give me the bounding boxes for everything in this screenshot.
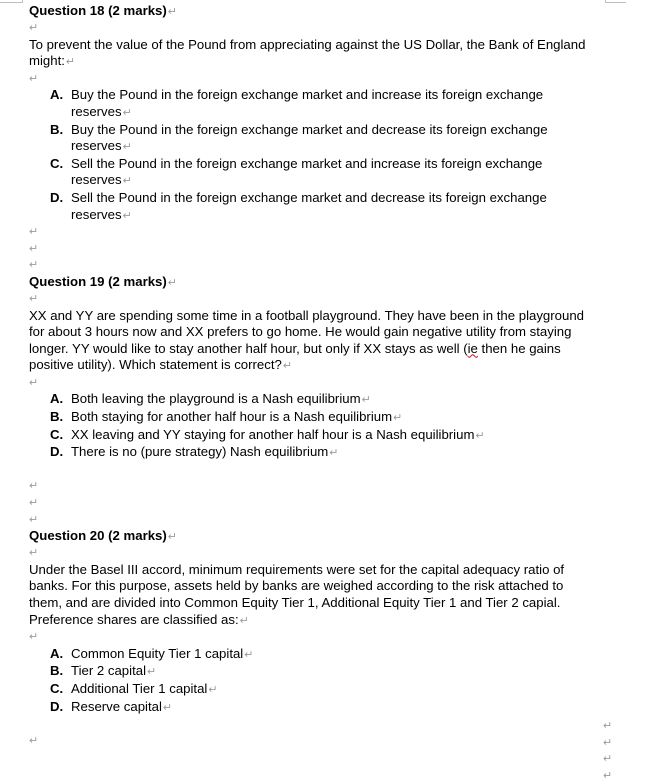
paragraph-mark-icon: ↵ — [29, 545, 594, 562]
option-text: Sell the Pound in the foreign exchange market and increase its foreign exchange reserves — [71, 156, 542, 188]
options-list — [29, 87, 594, 224]
paragraph-mark-icon: ↵ — [244, 649, 253, 661]
paragraph-mark-icon: ↵ — [29, 20, 594, 37]
option-d[interactable] — [50, 444, 594, 462]
question-title[interactable]: Question 18 (2 marks) — [29, 3, 167, 18]
options-list — [29, 646, 594, 716]
spelling-error-underline[interactable]: ie — [468, 341, 478, 356]
paragraph-mark-icon: ↵ — [603, 751, 617, 768]
option-letter: C. — [50, 681, 63, 698]
page-corner-mark-left — [0, 0, 23, 3]
option-b[interactable] — [50, 122, 594, 156]
paragraph-mark-icon: ↵ — [123, 210, 132, 222]
option-c[interactable] — [50, 156, 594, 190]
option-text: There is no (pure strategy) Nash equilibrium — [71, 444, 328, 459]
option-letter: B. — [50, 663, 63, 680]
paragraph-mark-icon: ↵ — [168, 277, 177, 289]
question-text[interactable]: Under the Basel III accord, minimum requirements were set for the capital adequacy ratio of banks. For this purpose, assets held by banks are weighed according to the risk attached to them, and are divided into Common Equity Tier 1, Additional Equity Tier 1 and Tier 2 capial. Preference shares are classified as: — [29, 562, 564, 627]
option-letter: A. — [50, 87, 63, 104]
option-letter: D. — [50, 444, 63, 461]
paragraph-mark-icon: ↵ — [603, 735, 617, 752]
paragraph-mark-icon: ↵ — [603, 718, 617, 735]
paragraph-mark-icon: ↵ — [29, 224, 594, 241]
option-text: XX leaving and YY staying for another half hour is a Nash equilibrium — [71, 427, 474, 442]
paragraph-mark-icon: ↵ — [123, 175, 132, 187]
paragraph-mark-icon: ↵ — [123, 107, 132, 119]
paragraph-mark-icon: ↵ — [208, 684, 217, 696]
paragraph-mark-icon: ↵ — [362, 394, 371, 406]
paragraph-mark-icon: ↵ — [29, 478, 594, 495]
option-letter: A. — [50, 646, 63, 663]
paragraph-mark-icon: ↵ — [147, 666, 156, 678]
question-text[interactable]: To prevent the value of the Pound from appreciating against the US Dollar, the Bank of England might: — [29, 37, 585, 69]
paragraph-mark-icon: ↵ — [29, 495, 594, 512]
paragraph-mark-icon: ↵ — [29, 629, 594, 646]
paragraph-mark-icon: ↵ — [168, 6, 177, 18]
option-d[interactable] — [50, 699, 594, 717]
question-text[interactable]: XX and YY are spending some time in a football playground. They have been in the playground for about 3 hours now and XX prefers to go home. He would gain negative utility from staying longer. YY would like to stay another half hour, but only if XX stays as well (ie then he gains positive utility). Which statement is correct?↵ — [29, 308, 594, 375]
options-list — [29, 391, 594, 461]
paragraph-mark-icon: ↵ — [603, 768, 617, 784]
paragraph-mark-icon: ↵ — [29, 71, 594, 88]
option-b[interactable] — [50, 663, 594, 681]
paragraph-mark-icon: ↵ — [29, 257, 594, 274]
paragraph-mark-icon: ↵ — [168, 531, 177, 543]
option-d[interactable] — [50, 190, 594, 224]
option-letter: D. — [50, 190, 63, 207]
option-letter: B. — [50, 122, 63, 139]
paragraph-mark-icon: ↵ — [475, 430, 484, 442]
question-title[interactable]: Question 20 (2 marks) — [29, 528, 167, 543]
document-page — [29, 3, 594, 749]
question-18 — [29, 3, 594, 274]
option-text: Buy the Pound in the foreign exchange market and decrease its foreign exchange reserves — [71, 122, 548, 154]
paragraph-mark-icon: ↵ — [29, 512, 594, 529]
paragraph-mark-icon: ↵ — [393, 412, 402, 424]
paragraph-mark-icon: ↵ — [66, 56, 75, 68]
paragraph-mark-icon: ↵ — [329, 447, 338, 459]
paragraph-mark-icon: ↵ — [283, 360, 292, 372]
option-c[interactable] — [50, 681, 594, 699]
option-letter: A. — [50, 391, 63, 408]
option-c[interactable] — [50, 427, 594, 445]
option-text: Buy the Pound in the foreign exchange market and increase its foreign exchange reserves — [71, 87, 543, 119]
option-a[interactable] — [50, 391, 594, 409]
paragraph-mark-icon: ↵ — [29, 733, 594, 750]
paragraph-mark-icon: ↵ — [29, 375, 594, 392]
option-text: Both staying for another half hour is a Nash equilibrium — [71, 409, 392, 424]
paragraph-mark-icon: ↵ — [29, 291, 594, 308]
paragraph-mark-icon: ↵ — [123, 141, 132, 153]
option-a[interactable] — [50, 646, 594, 664]
option-letter: D. — [50, 699, 63, 716]
option-b[interactable] — [50, 409, 594, 427]
page-corner-mark-right — [605, 0, 626, 3]
option-letter: C. — [50, 427, 63, 444]
trailing-paragraph-marks — [603, 718, 617, 784]
question-20 — [29, 528, 594, 749]
paragraph-mark-icon: ↵ — [240, 615, 249, 627]
paragraph-mark-icon: ↵ — [163, 702, 172, 714]
option-text: Additional Tier 1 capital — [71, 681, 207, 696]
option-text: Both leaving the playground is a Nash equilibrium — [71, 391, 361, 406]
question-19 — [29, 274, 594, 528]
option-text: Sell the Pound in the foreign exchange market and decrease its foreign exchange reserves — [71, 190, 547, 222]
option-text: Common Equity Tier 1 capital — [71, 646, 243, 661]
paragraph-mark-icon: ↵ — [29, 241, 594, 258]
option-letter: B. — [50, 409, 63, 426]
question-title[interactable]: Question 19 (2 marks) — [29, 274, 167, 289]
option-text: Tier 2 capital — [71, 663, 146, 678]
option-letter: C. — [50, 156, 63, 173]
option-text: Reserve capital — [71, 699, 162, 714]
option-a[interactable] — [50, 87, 594, 121]
